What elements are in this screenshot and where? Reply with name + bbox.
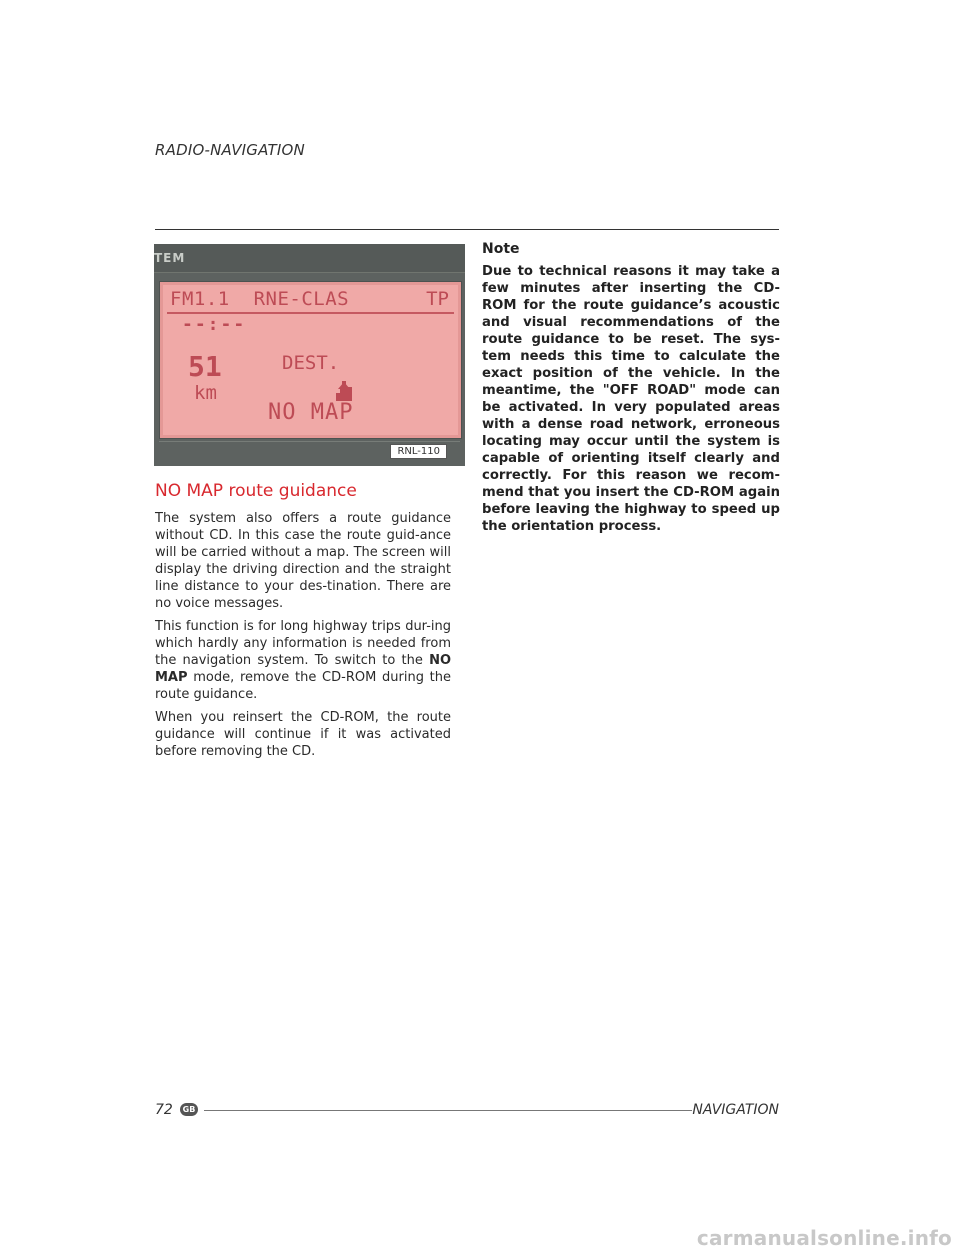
lcd-dest: DEST.	[282, 352, 340, 374]
page-footer	[155, 1102, 779, 1120]
paragraph-2-after: mode, remove the CD-ROM during the route guidance.	[155, 670, 451, 702]
note-title: Note	[482, 241, 520, 257]
lcd-unit: km	[194, 382, 217, 404]
section-title: NO MAP route guidance	[155, 481, 357, 501]
header-divider	[155, 229, 779, 230]
figure-bottom-divider	[159, 441, 460, 442]
lcd-mode: NO MAP	[268, 400, 354, 425]
paragraph-2	[155, 618, 451, 703]
footer-divider	[204, 1110, 692, 1111]
left-column	[155, 481, 451, 766]
paragraph-1: The system also offers a route guidance without CD. In this case the route guid-ance will be carried without a map. The screen will display the driving direction and the straight line distance to your des-tination. There are no voice messages.	[155, 511, 451, 611]
figure-label: RNL-110	[390, 444, 447, 459]
running-header: RADIO-NAVIGATION	[155, 141, 305, 159]
lcd-time: --:--	[182, 314, 247, 335]
paragraph-2-bold: NO MAP	[155, 653, 451, 685]
lcd-tp: TP	[426, 288, 449, 310]
figure-top-band	[154, 244, 465, 273]
lcd-screen	[159, 281, 462, 439]
radio-display-figure	[154, 244, 465, 466]
note-column	[482, 241, 780, 535]
note-body: Due to technical reasons it may take a few minutes after inserting the CD-ROM for the route guidance’s acoustic and visual recommendations of the route guidance to be reset. The sys-tem needs this time to calculate the exact position of the vehicle. In the meantime, the "OFF ROAD" mode can be activated. In very populated areas with a dense road network, erroneous locating may occur until the system is capable of orienting itself clearly and correctly. For this reason we recom-mend that you insert the CD-ROM again before leaving the highway to speed up the orientation process.	[482, 264, 780, 534]
paragraph-2-before: This function is for long highway trips dur-ing which hardly any information is needed from the navigation system. To switch to the	[155, 619, 451, 668]
page-number: 72	[155, 1102, 173, 1118]
footer-section: NAVIGATION	[692, 1102, 779, 1118]
watermark: carmanualsonline.info	[696, 1226, 952, 1250]
figure-corner-text: TEM	[154, 251, 186, 265]
lcd-station: RNE-CLAS	[253, 288, 350, 310]
lcd-band-station	[170, 288, 349, 310]
lcd-distance: 51	[188, 350, 222, 383]
paragraph-3: When you reinsert the CD-ROM, the route guidance will continue if it was activated before removing the CD.	[155, 710, 451, 759]
gb-badge: GB	[180, 1103, 198, 1116]
lcd-band: FM1.1	[170, 288, 230, 310]
